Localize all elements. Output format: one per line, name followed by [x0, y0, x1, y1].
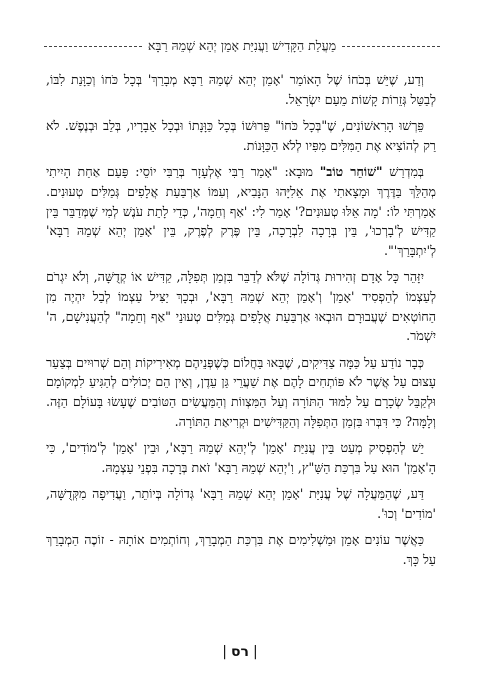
header-dash-left [44, 46, 142, 47]
footer-bar-left: | [222, 644, 228, 660]
paragraph-3 [46, 162, 436, 260]
paragraph-text: מוּבָא: "אָמַר רַבִּי אֶלְעָזָר בְּרַבִּי יוֹסֵי: פַּעַם אַחַת הָיִיתִי מְהַלֵּךְ בַּדֶּרֶךְ וּמָצָאתִי אֶת אֵלִיָּהוּ הַנָּבִיא, וְעִמּוֹ אַרְבַּעַת אֲלָפִים גְּמַלִּים טְעוּנִים. אָמַרְתִּי לוֹ: 'מָה אֵלּוּ טְעוּנִים?' אָמַר לִי: 'אַף וְחֵמָה', כְּדֵי לָתֵת עֹנֶשׁ לְמִי שֶׁמְּדַבֵּר בֵּין קַדִּישׁ לְ'בָרְכוּ', בֵּין בְּרָכָה לִבְרָכָה, בֵּין פֶּרֶק לְפֶרֶק, בֵּין 'אָמֵן יְהֵא שְׁמֵהּ רַבָּא' לְ'יִתְבָּרַךְ'". [46, 164, 436, 258]
paragraph-text: כְּבָר נוֹדַע עַל כַּמָּה צַדִּיקִים, שֶׁבָּאוּ בַּחֲלוֹם כְּשֶׁפְּנֵיהֶם מְאִירִיקוֹת וְהֵם שְׁרוּיִים בְּצַעַר עָצוּם עַל אֲשֶׁר לֹא פּוֹתְחִים לָהֶם אֶת שַׁעֲרֵי גַּן עֵדֶן, וְאֵין הֵם יְכוֹלִים לְהַגִּיעַ לִמְקוֹמָם וּלְקַבֵּל שְׂכָרָם עַל לִמּוּד הַתּוֹרָה וְעַל הַמִּצְווֹת וְהַמַּעֲשִׂים הַטּוֹבִים שֶׁעָשׂוּ בָּעוֹלָם הַזֶּה. וְלָמָּה? כִּי דִּבְּרוּ בִּזְמַן הַתְּפִלָּה וְהַקַּדִּישִׁים וּקְרִיאַת הַתּוֹרָה. [46, 354, 437, 429]
paragraph-6 [46, 438, 436, 477]
paragraph-text: יִזָּהֵר כָּל אָדָם זְהִירוּת גְּדוֹלָה שֶׁלֹּא לְדַבֵּר בִּזְמַן תְּפִלָּה, קַדִּישׁ אוֹ קְדֻשָּׁה, וְלֹא יִגְרֹם לְעַצְמוֹ לְהַפְסִיד 'אָמֵן' וְ'אָמֵן יְהֵא שְׁמֵהּ רַבָּא', וּבְכָךְ יַצִּיל עַצְמוֹ לְבַל יִהְיֶה מִן הַחוֹטְאִים שֶׁעֲבוּרָם הוּבְאוּ אַרְבַּעַת אֲלָפִים גְּמַלִּים טְעוּנֵי "אַף וְחֵמָה" לְהַעֲנִישָׁם, ה' יִשְׁמֹר. [46, 269, 436, 344]
paragraph-1 [46, 70, 436, 109]
page-number: רס [231, 644, 249, 660]
header-title: מַעֲלַת הַקָּדִישׁ וַעֲנִיַּת אָמֵן יְהֵא שְׁמֵהּ רַבָּא [147, 38, 337, 53]
paragraph-7 [46, 484, 436, 523]
paragraph-text: פֵּרְשׁוּ הָרִאשׁוֹנִים, שֶׁ"בְּכָל כֹּחוֹ" פֵּרוּשׁוֹ בְּכָל כַּוָּנָתוֹ וּבְכָל אֵבָרָיו, בְּלֵב וּבְנֶפֶשׁ. לֹא רַק לְהוֹצִיא אֶת הַמִּלִּים מִפִּיו לְלֹא הַכַּוָּנוֹת. [46, 118, 436, 153]
paragraph-8 [46, 530, 436, 569]
paragraph-text: דַּע, שֶׁהַמַּעֲלָה שֶׁל עֲנִיַּת 'אָמֵן יְהֵא שְׁמֵהּ רַבָּא' גְּדוֹלָה בְּיוֹתֵר, וַעֲדִיפָה מִקְּדֻשָּׁה, 'מוֹדִים' וְכוּ'. [46, 486, 436, 521]
paragraph-text: וְדַע, שֶׁיֵּשׁ בְּכֹחוֹ שֶׁל הָאוֹמֵר 'אָמֵן יְהֵא שְׁמֵהּ רַבָּא מְבָרַךְ' בְּכָל כֹּחוֹ וְכַוָּנַת לִבּוֹ, לְבַטֵּל גְּזֵרוֹת קָשׁוֹת מֵעַם יִשְׂרָאֵל. [46, 72, 436, 107]
paragraph-2 [46, 116, 436, 155]
paragraph-text: כַּאֲשֶׁר עוֹנִים אָמֵן וּמַשְׁלִימִים אֶת בִּרְכַּת הַמְבָרֵךְ, וְחוֹתְמִים אוֹתָהּ - זוֹכֶה הַמְבָרֵךְ עַל כָּךְ. [46, 532, 436, 568]
body-text [46, 70, 436, 577]
paragraph-text: יֵשׁ לְהַפְסִיק מְעַט בֵּין עֲנִיַּת 'אָמֵן' לְ'יְהֵא שְׁמֵהּ רַבָּא', וּבֵין 'אָמֵן' לְ'מוֹדִים', כִּי הָ'אָמֵן' הוּא עַל בִּרְכַּת הַשַּׁ"ץ, וִ'יְהֵא שְׁמֵהּ רַבָּא' זֹאת בְּרָכָה בִּפְנֵי עַצְמָהּ. [46, 440, 436, 475]
running-header [44, 35, 440, 57]
footer-bar-right: | [252, 644, 258, 660]
paragraph-4 [46, 267, 436, 345]
paragraph-5 [46, 353, 436, 431]
page-footer [0, 644, 480, 660]
paragraph-prefix: בְּמִדְרַשׁ [382, 164, 424, 180]
header-dash-right [342, 46, 440, 47]
source-title-bold: "שׁוֹחֵר טוֹב" [319, 164, 383, 180]
